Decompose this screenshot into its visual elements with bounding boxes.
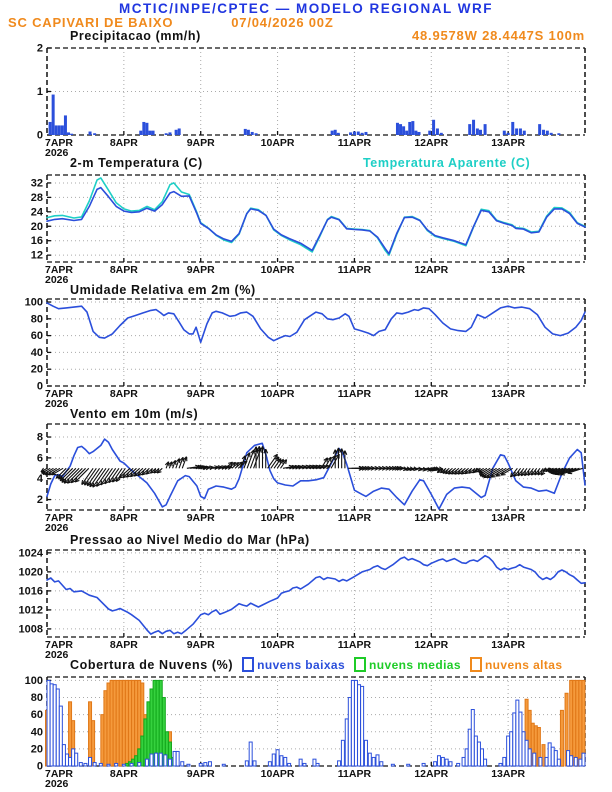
precipitation-bar	[357, 132, 360, 135]
panel-temperature	[31, 175, 585, 286]
precipitation-bar	[145, 123, 148, 135]
cloud-bar	[457, 763, 460, 766]
svg-text:9APR: 9APR	[186, 512, 215, 524]
svg-text:12APR: 12APR	[414, 512, 449, 524]
cloud-bar	[93, 763, 96, 766]
precipitation-bar	[503, 131, 506, 135]
cloud-bar	[113, 680, 116, 766]
cloud-bar	[554, 751, 557, 766]
precipitation-bar	[337, 133, 340, 135]
cloud-bar	[516, 700, 519, 766]
panel-clouds	[25, 675, 585, 790]
svg-text:0: 0	[36, 760, 43, 773]
cloud-bar	[462, 757, 465, 766]
panel-title-humidity: Umidade Relativa em 2m (%)	[70, 283, 256, 297]
cloud-bar	[557, 759, 560, 766]
panel-title-pressure: Pressao ao Nivel Medio do Mar (hPa)	[70, 533, 310, 547]
svg-text:12APR: 12APR	[414, 137, 449, 149]
svg-text:100: 100	[24, 674, 43, 687]
precipitation-bar	[399, 124, 402, 135]
cloud-bar	[89, 757, 92, 766]
precipitation-bar	[417, 132, 420, 135]
svg-text:10APR: 10APR	[260, 264, 295, 276]
cloud-bar	[135, 680, 138, 766]
svg-text:80: 80	[30, 692, 43, 705]
cloud-bar	[380, 762, 383, 766]
cloud-bar	[574, 757, 577, 766]
panel-title-apparent-temperature: Temperatura Aparente (C)	[363, 156, 531, 170]
cloud-bar	[299, 759, 302, 766]
cloud-bar	[567, 751, 570, 766]
cloud-bar	[445, 759, 448, 766]
svg-text:60: 60	[30, 709, 43, 722]
cloud-bar	[573, 680, 576, 766]
svg-text:2026: 2026	[45, 649, 69, 661]
cloud-bar	[288, 763, 291, 766]
svg-text:11APR: 11APR	[337, 388, 372, 400]
cloud-bar	[539, 757, 542, 766]
svg-text:12APR: 12APR	[414, 639, 449, 651]
cloud-bar	[204, 763, 207, 766]
panel-title-precipitation: Precipitacao (mm/h)	[70, 29, 201, 43]
cloud-bar	[528, 749, 531, 766]
cloud-bar	[579, 680, 582, 766]
cloud-bar	[132, 680, 135, 766]
svg-text:1008: 1008	[18, 623, 43, 636]
cloud-bar	[391, 764, 394, 766]
cloud-bar	[449, 762, 452, 766]
svg-text:2026: 2026	[45, 522, 69, 534]
svg-text:8APR: 8APR	[109, 512, 138, 524]
svg-text:7APR: 7APR	[45, 137, 74, 149]
precipitation-bar	[523, 131, 526, 135]
panel-title-temperature: 2-m Temperatura (C)	[70, 156, 203, 170]
cloud-bar	[507, 736, 510, 766]
svg-text:1: 1	[36, 86, 43, 98]
cloud-bar	[272, 754, 275, 766]
legend-nuvens-altas	[470, 657, 563, 672]
precipitation-bar	[61, 125, 64, 135]
clouds-title-row	[70, 657, 562, 672]
svg-text:12APR: 12APR	[414, 768, 449, 780]
svg-text:100: 100	[24, 296, 43, 309]
svg-text:13APR: 13APR	[491, 639, 526, 651]
precipitation-bar	[58, 125, 61, 135]
panel-pressure	[19, 547, 585, 661]
precipitation-bar	[349, 132, 352, 135]
cloud-bar	[50, 684, 53, 766]
cloud-bar	[407, 764, 410, 766]
precipitation-bar	[550, 133, 553, 135]
cloud-bar	[510, 732, 513, 766]
cloud-bar	[59, 706, 62, 766]
cloud-bar	[471, 710, 474, 766]
svg-text:6: 6	[36, 452, 43, 465]
cloud-bar	[75, 753, 78, 766]
svg-text:1024: 1024	[18, 547, 43, 560]
panel-precipitation	[37, 43, 585, 160]
legend-box-altas-icon	[470, 657, 482, 672]
svg-text:0: 0	[36, 129, 43, 142]
cloud-bar	[99, 763, 102, 766]
precipitation-bar	[168, 132, 171, 135]
cloud-bar	[313, 759, 316, 766]
precipitation-bar	[49, 122, 52, 135]
cloud-bar	[477, 742, 480, 766]
legend-nuvens-medias	[354, 657, 461, 672]
precipitation-bar	[484, 124, 487, 135]
cloud-bar	[89, 702, 92, 766]
precipitation-bar	[428, 131, 431, 135]
precipitation-bar	[251, 132, 254, 135]
svg-text:11APR: 11APR	[337, 768, 372, 780]
cloud-bar	[181, 762, 184, 766]
legend-label-medias: nuvens medias	[369, 657, 461, 672]
svg-text:0: 0	[36, 380, 43, 393]
cloud-bar	[141, 736, 144, 766]
precipitation-bar	[361, 133, 364, 135]
cloud-bar	[358, 685, 361, 766]
svg-text:1012: 1012	[18, 604, 43, 617]
precipitation-bar	[52, 95, 55, 135]
cloud-bar	[84, 763, 87, 766]
svg-text:20: 20	[30, 220, 43, 233]
svg-text:60: 60	[30, 330, 43, 343]
svg-text:2026: 2026	[45, 398, 69, 410]
cloud-bar	[437, 756, 440, 766]
cloud-bar	[199, 763, 202, 766]
cloud-bar	[119, 680, 122, 766]
svg-text:2026: 2026	[45, 147, 69, 159]
cloud-bar	[372, 757, 375, 766]
cloud-bar	[47, 680, 50, 766]
svg-text:10APR: 10APR	[260, 639, 295, 651]
precipitation-bar	[557, 133, 560, 135]
cloud-bar	[62, 745, 65, 766]
cloud-bar	[481, 749, 484, 766]
cloud-bar	[345, 719, 348, 766]
cloud-bar	[104, 691, 107, 766]
svg-text:9APR: 9APR	[186, 639, 215, 651]
cloud-bar	[560, 710, 563, 766]
cloud-bar	[441, 757, 444, 766]
cloud-bar	[519, 712, 522, 766]
svg-text:7APR: 7APR	[45, 388, 74, 400]
precipitation-bar	[178, 128, 181, 135]
cloud-bar	[125, 680, 128, 766]
cloud-bar	[465, 749, 468, 766]
cloud-bar	[92, 721, 95, 766]
precipitation-bar	[67, 132, 70, 135]
legend-nuvens-baixas	[242, 657, 345, 672]
cloud-bar	[130, 763, 133, 766]
precipitation-bar	[468, 124, 471, 135]
precipitation-bar	[511, 122, 514, 135]
precipitation-bar	[515, 128, 518, 135]
legend-label-altas: nuvens altas	[484, 657, 563, 672]
cloud-bar	[582, 753, 585, 766]
precipitation-bar	[364, 132, 367, 135]
svg-text:2: 2	[36, 494, 43, 507]
cloud-bar	[533, 753, 536, 766]
precipitation-bar	[334, 130, 337, 135]
svg-text:1016: 1016	[18, 585, 43, 598]
precipitation-bar	[165, 133, 168, 135]
cloud-bar	[253, 761, 256, 766]
precipitation-bar	[396, 123, 399, 135]
svg-text:8APR: 8APR	[109, 768, 138, 780]
cloud-bar	[168, 759, 171, 766]
run-datetime: 07/04/2026 00Z	[231, 15, 334, 30]
cloud-bar	[468, 729, 471, 766]
svg-text:28: 28	[30, 191, 43, 204]
svg-text:80: 80	[30, 313, 43, 326]
cloud-bar	[276, 750, 279, 766]
cloud-bar	[150, 754, 153, 766]
svg-text:20: 20	[30, 363, 43, 376]
precipitation-bar	[405, 131, 408, 135]
cloud-bar	[361, 686, 364, 766]
precipitation-bar	[331, 131, 334, 135]
cloud-bar	[548, 743, 551, 766]
svg-text:11APR: 11APR	[337, 512, 372, 524]
cloud-bar	[110, 680, 113, 766]
cloud-bar	[222, 764, 225, 766]
svg-text:11APR: 11APR	[337, 137, 372, 149]
precipitation-bar	[440, 133, 443, 135]
precipitation-bar	[255, 133, 258, 135]
precipitation-bar	[89, 132, 92, 135]
cloud-bar	[53, 685, 56, 766]
cloud-bar	[434, 762, 437, 766]
cloud-bar	[79, 763, 82, 766]
svg-text:2026: 2026	[45, 274, 69, 286]
cloud-bar	[65, 754, 68, 766]
precipitation-bar	[93, 133, 96, 135]
cloud-bar	[551, 747, 554, 766]
precipitation-bar	[472, 120, 475, 135]
cloud-bar	[147, 702, 150, 766]
svg-text:8APR: 8APR	[109, 137, 138, 149]
svg-text:13APR: 13APR	[491, 388, 526, 400]
cloud-bar	[116, 680, 119, 766]
svg-text:13APR: 13APR	[491, 264, 526, 276]
svg-text:9APR: 9APR	[186, 768, 215, 780]
svg-text:9APR: 9APR	[186, 388, 215, 400]
precipitation-bar	[244, 129, 247, 135]
svg-text:12: 12	[30, 249, 43, 262]
cloud-bar	[249, 742, 252, 766]
cloud-bar	[115, 763, 118, 766]
precipitation-bar	[411, 121, 414, 135]
cloud-bar	[570, 756, 573, 766]
precipitation-bar	[142, 122, 145, 135]
cloud-bar	[579, 759, 582, 766]
precipitation-bar	[479, 130, 482, 135]
cloud-bar	[69, 757, 72, 766]
cloud-bar	[364, 740, 367, 766]
cloud-bar	[155, 753, 158, 766]
cloud-bar	[164, 755, 167, 766]
svg-text:9APR: 9APR	[186, 264, 215, 276]
cloud-bar	[176, 751, 179, 766]
precipitation-bar	[247, 130, 250, 135]
cloud-bar	[499, 763, 502, 766]
svg-text:11APR: 11APR	[337, 264, 372, 276]
cloud-bar	[354, 680, 357, 766]
cloud-bar	[525, 740, 528, 766]
svg-text:7APR: 7APR	[45, 512, 74, 524]
precipitation-bar	[436, 128, 439, 135]
cloud-bar	[245, 761, 248, 766]
svg-text:8APR: 8APR	[109, 264, 138, 276]
svg-text:40: 40	[30, 346, 43, 359]
cloud-bar	[145, 759, 148, 766]
cloud-bar	[338, 761, 341, 766]
cloud-bar	[522, 732, 525, 766]
cloud-bar	[122, 680, 125, 766]
svg-text:7APR: 7APR	[45, 768, 74, 780]
svg-text:16: 16	[30, 235, 43, 248]
cloud-bar	[135, 756, 138, 766]
cloud-bar	[376, 755, 379, 766]
svg-text:13APR: 13APR	[491, 512, 526, 524]
precipitation-bar	[139, 131, 142, 135]
legend-label-baixas: nuvens baixas	[257, 657, 346, 672]
svg-text:32: 32	[30, 177, 43, 190]
cloud-bar	[280, 756, 283, 766]
cloud-bar	[422, 763, 425, 766]
cloud-bar	[351, 680, 354, 766]
cloud-bar	[107, 683, 110, 766]
cloud-bar	[107, 764, 110, 766]
svg-text:7APR: 7APR	[45, 639, 74, 651]
precipitation-bar	[542, 130, 545, 135]
cloud-bar	[69, 702, 72, 766]
cloud-bar	[368, 753, 371, 766]
cloud-bar	[348, 698, 351, 766]
cloud-bar	[316, 763, 319, 766]
cloud-bar	[173, 751, 176, 766]
cloud-bar	[187, 764, 190, 766]
cloud-bar	[341, 740, 344, 766]
svg-text:4: 4	[36, 473, 43, 486]
humidity-line	[47, 303, 585, 342]
panel-wind	[37, 424, 585, 534]
cloud-bar	[545, 757, 548, 766]
precipitation-bar	[414, 131, 417, 135]
svg-text:10APR: 10APR	[260, 388, 295, 400]
svg-text:12APR: 12APR	[414, 264, 449, 276]
svg-text:2026: 2026	[45, 778, 69, 790]
station-name: SC CAPIVARI DE BAIXO	[8, 15, 174, 30]
svg-text:9APR: 9APR	[186, 137, 215, 149]
svg-text:13APR: 13APR	[491, 137, 526, 149]
panel-title-clouds: Cobertura de Nuvens (%)	[70, 657, 234, 672]
precipitation-bar	[55, 125, 58, 135]
precipitation-bar	[353, 132, 356, 135]
precipitation-bar	[507, 133, 510, 135]
svg-text:20: 20	[30, 743, 43, 756]
legend-box-medias-icon	[354, 657, 366, 672]
svg-text:10APR: 10APR	[260, 137, 295, 149]
svg-text:11APR: 11APR	[337, 639, 372, 651]
cloud-bar	[513, 713, 516, 766]
precipitation-bar	[546, 131, 549, 135]
cloud-bar	[101, 715, 104, 766]
model-title: MCTIC/INPE/CPTEC — MODELO REGIONAL WRF	[119, 1, 493, 16]
svg-text:24: 24	[30, 206, 43, 219]
svg-text:13APR: 13APR	[491, 768, 526, 780]
svg-text:7APR: 7APR	[45, 264, 74, 276]
precipitation-bar	[175, 130, 178, 135]
svg-text:12APR: 12APR	[414, 388, 449, 400]
svg-text:10APR: 10APR	[260, 512, 295, 524]
cloud-bar	[503, 757, 506, 766]
cloud-bar	[208, 762, 211, 766]
svg-text:8APR: 8APR	[109, 639, 138, 651]
cloud-bar	[484, 759, 487, 766]
svg-text:10APR: 10APR	[260, 768, 295, 780]
svg-text:8APR: 8APR	[109, 388, 138, 400]
cloud-bar	[72, 749, 75, 766]
cloud-bar	[159, 753, 162, 766]
cloud-bar	[474, 736, 477, 766]
station-coordinates: 48.9578W 28.4447S 100m	[412, 28, 585, 43]
precipitation-bar	[408, 122, 411, 135]
panel-humidity	[25, 297, 585, 410]
cloud-bar	[122, 764, 125, 766]
cloud-bar	[303, 763, 306, 766]
precipitation-bar	[519, 128, 522, 135]
precipitation-bar	[148, 131, 151, 135]
cloud-bar	[284, 757, 287, 766]
cloud-bar	[56, 689, 59, 766]
precipitation-bar	[538, 124, 541, 135]
panel-title-wind: Vento em 10m (m/s)	[70, 407, 199, 421]
precipitation-bar	[476, 128, 479, 135]
cloud-bar	[542, 745, 545, 766]
pressure-line	[47, 556, 585, 634]
cloud-bar	[138, 763, 141, 766]
svg-text:1020: 1020	[18, 566, 43, 579]
cloud-bar	[576, 680, 579, 766]
precipitation-bar	[64, 115, 67, 135]
svg-text:8: 8	[36, 431, 43, 444]
precipitation-bar	[432, 120, 435, 135]
cloud-bar	[125, 763, 128, 766]
cloud-bar	[570, 680, 573, 766]
svg-text:2: 2	[36, 42, 43, 55]
cloud-bar	[268, 762, 271, 766]
svg-text:40: 40	[30, 726, 43, 739]
precipitation-bar	[152, 131, 155, 135]
legend-box-baixas-icon	[242, 657, 254, 672]
precipitation-bar	[402, 126, 405, 135]
precipitation-bar	[70, 134, 73, 135]
cloud-bar	[129, 680, 132, 766]
